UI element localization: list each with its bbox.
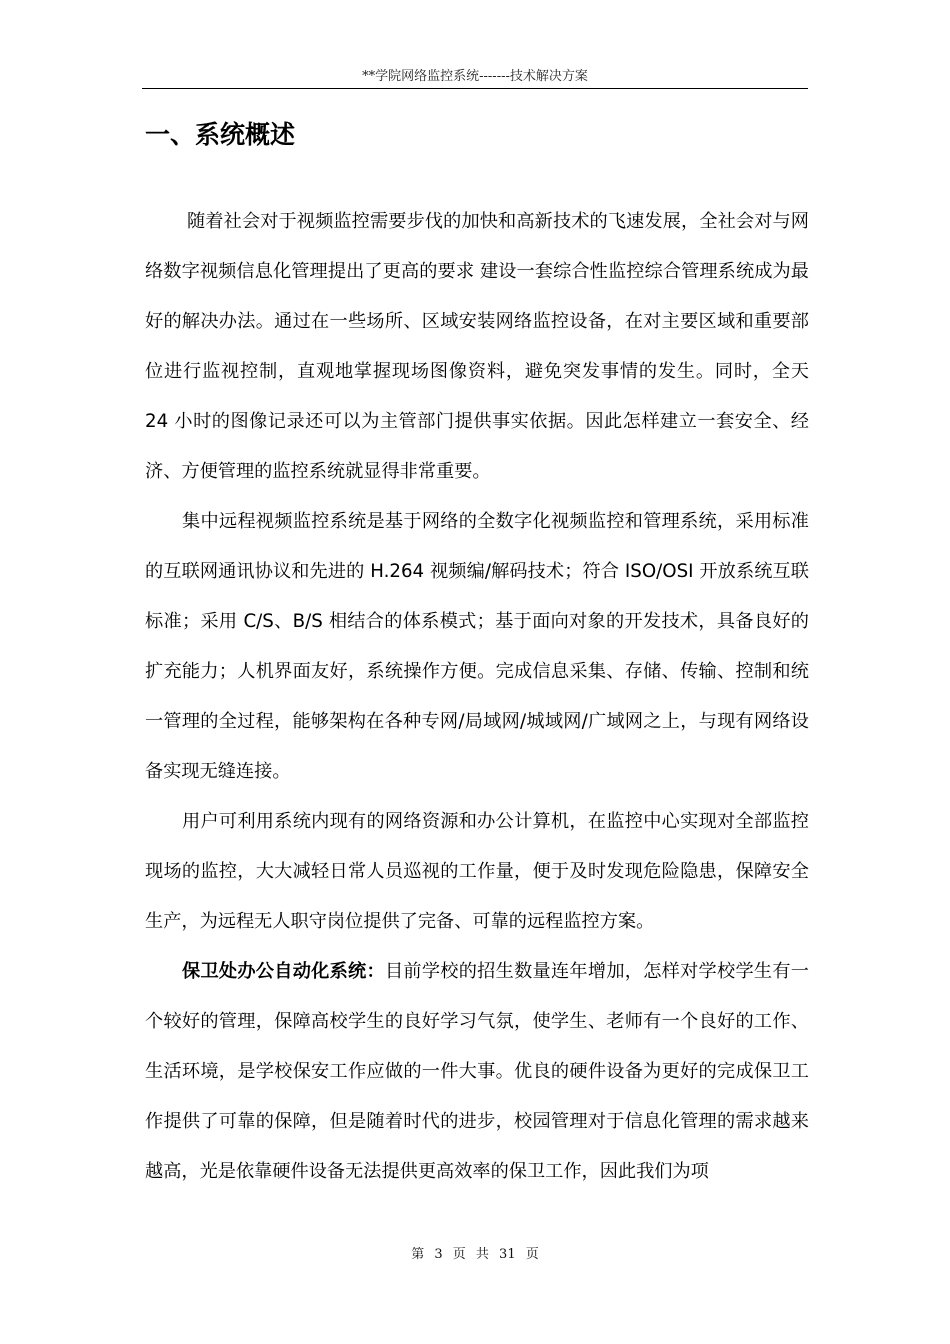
paragraph-lead-heading: 保卫处办公自动化系统： [182,961,385,982]
paragraph-security-office-text: 目前学校的招生数量连年增加，怎样对学校学生有一个较好的管理，保障高校学生的良好学习气氛，使学生、老师有一个良好的工作、生活环境，是学校保安工作应做的一件大事。优良的硬件设备为更好的完成保卫工作提供了可靠的保障，但是随着时代的进步，校园管理对于信息化管理的需求越来越高，光是依靠硬件设备无法提供更高效率的保卫工作，因此我们为项 [145,961,809,1182]
header-text: **学院网络监控系统-------技术解决方案 [362,69,588,84]
paragraph-security-office [145,947,809,1197]
section-title: 一、系统概述 [145,120,296,149]
paragraph-user-resources: 用户可利用系统内现有的网络资源和办公计算机，在监控中心实现对全部监控现场的监控，大大减轻日常人员巡视的工作量，便于及时发现危险隐患，保障安全生产，为远程无人职守岗位提供了完备、可靠的远程监控方案。 [145,811,809,932]
page-footer [0,1246,950,1264]
page-header [142,68,808,89]
page-number: 第 3 页 共 31 页 [411,1247,539,1262]
paragraph-remote-monitoring: 集中远程视频监控系统是基于网络的全数字化视频监控和管理系统，采用标准的互联网通讯协议和先进的 H.264 视频编/解码技术；符合 ISO/OSI 开放系统互联标准；采用 C/S、B/S 相结合的体系模式；基于面向对象的开发技术，具备良好的扩充能力；人机界面友好，系统操作方便。完成信息采集、存储、传输、控制和统一管理的全过程，能够架构在各种专网/局域网/城域网/广域网之上，与现有网络设备实现无缝连接。 [145,511,809,782]
paragraph-overview: 随着社会对于视频监控需要步伐的加快和高新技术的飞速发展，全社会对与网络数字视频信息化管理提出了更高的要求 建设一套综合性监控综合管理系统成为最好的解决办法。通过在一些场所、区域安装网络监控设备，在对主要区域和重要部位进行监视控制，直观地掌握现场图像资料，避免突发事情的发生。同时，全天 24 小时的图像记录还可以为主管部门提供事实依据。因此怎样建立一套安全、经济、方便管理的监控系统就显得非常重要。 [145,211,809,482]
body-text [145,197,809,1197]
